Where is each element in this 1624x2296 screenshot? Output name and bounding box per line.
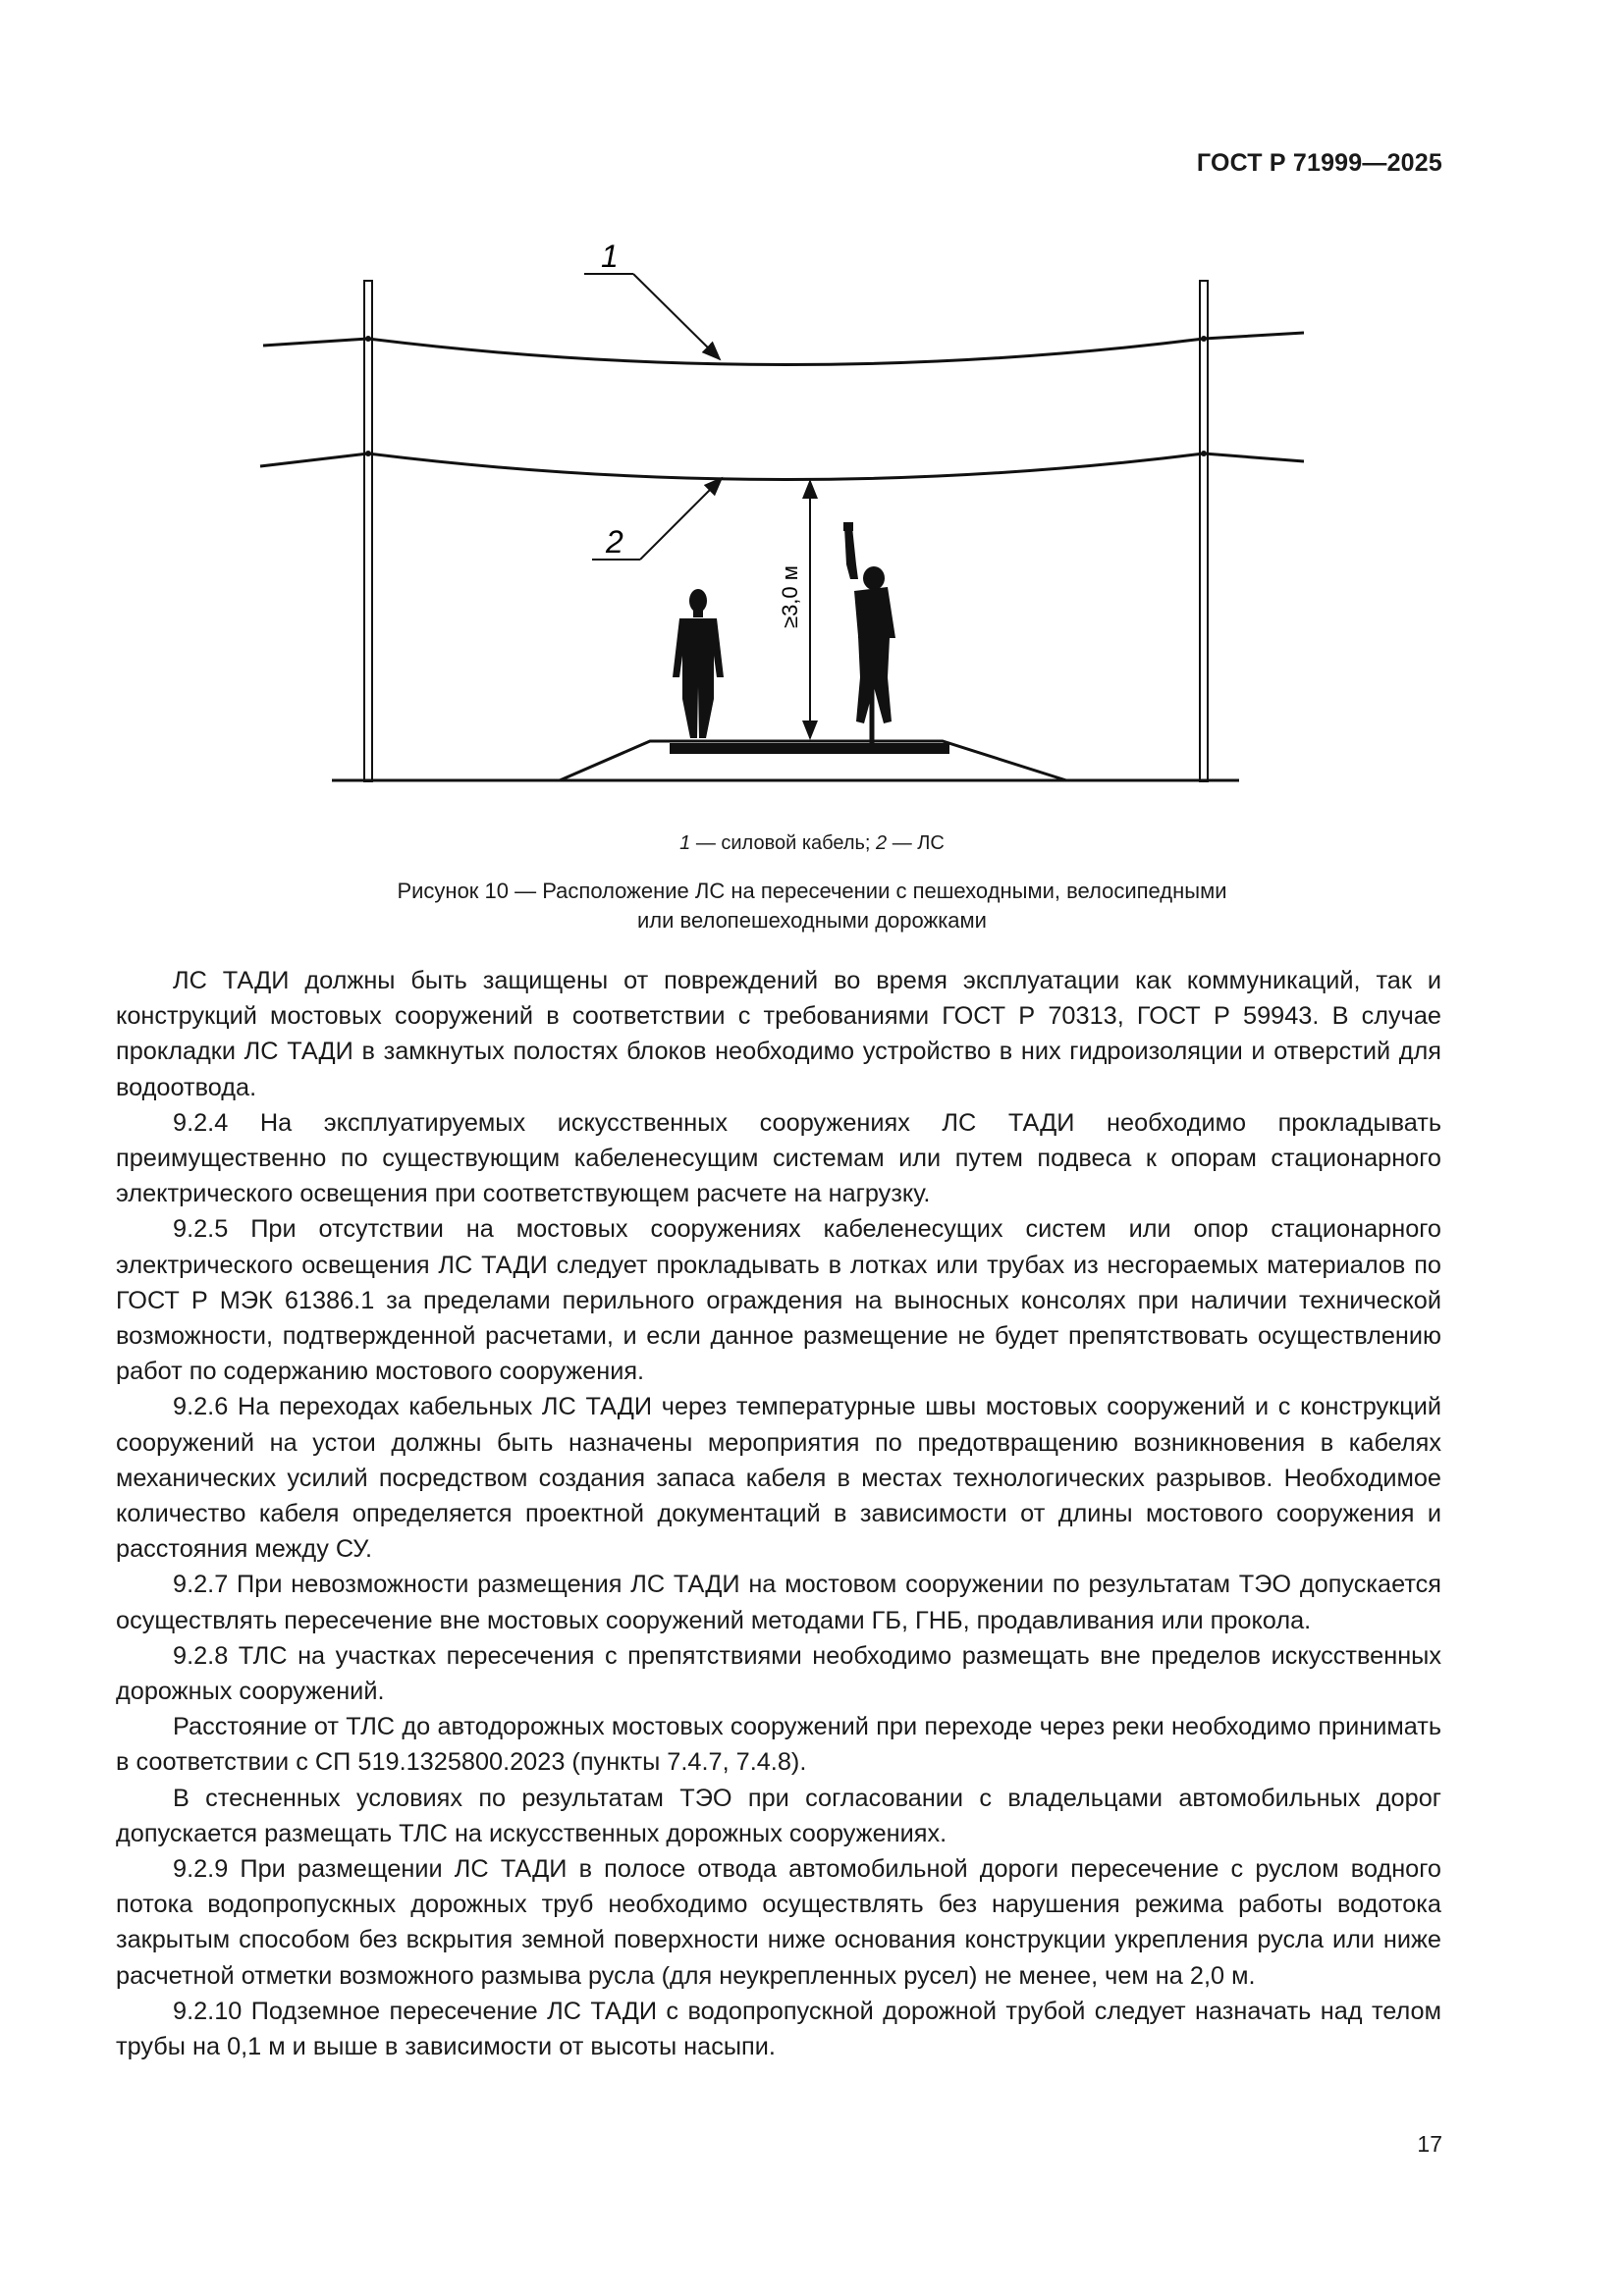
- paragraph-9-2-7: 9.2.7 При невозможности размещения ЛС ТАДИ на мостовом сооружении по результатам ТЭО допускается осуществлять пересечение вне мостовых сооружений методами ГБ, ГНБ, продавливания или прокола.: [116, 1571, 1441, 1634]
- right-pole: [1200, 281, 1208, 781]
- figure-caption-line-2: или велопешеходными дорожками: [637, 908, 987, 933]
- cyclist-figure: [843, 522, 895, 746]
- paragraph-protection: ЛС ТАДИ должны быть защищены от повреждений во время эксплуатации как коммуникаций, так и конструкций мостовых сооружений в соответствии с требованиями ГОСТ Р 70313, ГОСТ Р 59943. В случае прокладки ЛС ТАДИ в замкнутых полостях блоков необходимо устройство в них гидроизоляции и отверстий для водоотвода.: [116, 967, 1441, 1101]
- legend-number-1: 1: [679, 832, 691, 854]
- paragraph-distance: Расстояние от ТЛС до автодорожных мостовых сооружений при переходе через реки необходимо принимать в соответствии с СП 519.1325800.2023 (пункты 7.4.7, 7.4.8).: [116, 1713, 1441, 1777]
- pedestrian-figure: [673, 589, 724, 738]
- legend-number-2: 2: [876, 832, 888, 854]
- path-pavement: [670, 743, 949, 754]
- figure-10-drawing: [0, 0, 1624, 815]
- communication-line: [260, 454, 1304, 480]
- figure-caption: [0, 877, 1624, 935]
- paragraph-9-2-9: 9.2.9 При размещении ЛС ТАДИ в полосе отвода автомобильной дороги пересечение с руслом водного потока водопропускных дорожных труб необходимо осуществлять без нарушения режима работы водотока закрытым способом без вскрытия земной поверхности ниже основания конструкции укрепления русла или ниже расчетной отметки возможного размыва русла (для неукрепленных русел) не менее, чем на 2,0 м.: [116, 1855, 1441, 1990]
- legend-text-1: — силовой кабель;: [690, 832, 877, 854]
- paragraph-9-2-5: 9.2.5 При отсутствии на мостовых сооружениях кабеленесущих систем или опор стационарного электрического освещения ЛС ТАДИ следует прокладывать в лотках или трубах из несгораемых материалов по ГОСТ Р МЭК 61386.1 за пределами перильного ограждения на выносных консолях при наличии технической возможности, подтвержденной расчетами, и если данное размещение не будет препятствовать осуществлению работ по содержанию мостового сооружения.: [116, 1215, 1441, 1386]
- paragraph-9-2-4: 9.2.4 На эксплуатируемых искусственных сооружениях ЛС ТАДИ необходимо прокладывать преимущественно по существующим кабеленесущим системам или путем подвеса к опорам стационарного электрического освещения при соответствующем расчете на нагрузку.: [116, 1108, 1441, 1208]
- height-dimension-label: ≥3,0 м: [778, 565, 802, 628]
- power-cable-line: [263, 333, 1304, 365]
- left-pole: [364, 281, 372, 781]
- page-number: 17: [1417, 2131, 1442, 2157]
- paragraph-constrained: В стесненных условиях по результатам ТЭО при согласовании с владельцами автомобильных дорог допускается размещать ТЛС на искусственных дорожных сооружениях.: [116, 1784, 1441, 1847]
- body-text: [116, 963, 1441, 2064]
- figure-caption-line-1: Рисунок 10 — Расположение ЛС на пересечении с пешеходными, велосипедными: [397, 879, 1227, 903]
- callout-1-label: 1: [601, 239, 619, 274]
- paragraph-9-2-8: 9.2.8 ТЛС на участках пересечения с препятствиями необходимо размещать вне пределов искусственных дорожных сооружений.: [116, 1641, 1441, 1706]
- paragraph-9-2-10: 9.2.10 Подземное пересечение ЛС ТАДИ с водопропускной дорожной трубой следует назначать над телом трубы на 0,1 м и выше в зависимости от высоты насыпи.: [116, 1997, 1441, 2061]
- paragraph-9-2-6: 9.2.6 На переходах кабельных ЛС ТАДИ через температурные швы мостовых сооружений и с конструкций сооружений на устои должны быть назначены мероприятия по предотвращению возникновения в кабелях механических усилий посредством создания запаса кабеля в местах технологических разрывов. Необходимое количество кабеля определяется проектной документаций в зависимости от длины мостового сооружения и расстояния между СУ.: [116, 1393, 1441, 1564]
- figure-legend: [0, 832, 1624, 855]
- legend-text-2: — ЛС: [887, 832, 945, 854]
- document-number: ГОСТ Р 71999—2025: [1196, 149, 1442, 177]
- callout-2-label: 2: [606, 524, 623, 560]
